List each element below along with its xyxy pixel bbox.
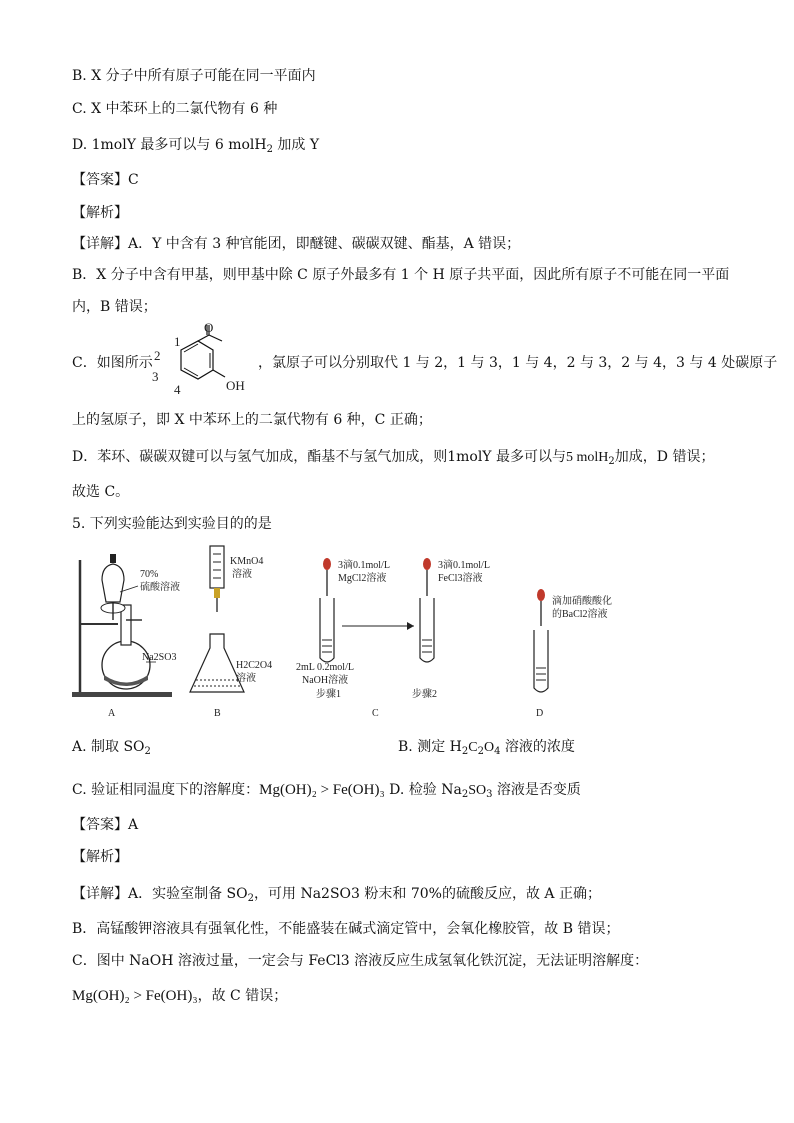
q4-detail-c-pre: C．如图所示 — [72, 355, 153, 371]
q5-answer: 【答案】A — [72, 817, 139, 833]
q4-detail-b1: B．X 分子中含有甲基，则甲基中除 C 原子外最多有 1 个 H 原子共平面，因此所有原子不可能在同一平面 — [72, 267, 730, 283]
fig-b-flask-solution: 溶液 — [236, 673, 256, 684]
fig-c-drop1-amount: 3滴0.1mol/L — [338, 560, 390, 571]
fig-b-caption: B — [214, 708, 221, 719]
q5-option-c-d: C. 验证相同温度下的溶解度：Mg(OH)₂ > Fe(OH)₃ D. 检验 $Na_2SO_3$ 溶液是否变质 — [72, 782, 581, 800]
q4-option-c: C. X 中苯环上的二氯代物有 6 种 — [72, 101, 278, 117]
fig-a-flask-label: Na2SO3 — [142, 652, 177, 663]
position-2-label: 2 — [154, 348, 161, 363]
q5-analysis-heading: 【解析】 — [72, 849, 128, 865]
apparatus-b — [190, 546, 272, 719]
q5-detail-a: 【详解】A．实验室制备 $SO_2$，可用 Na2SO3 粉末和 70%的硫酸反应，故 A 正确； — [72, 886, 601, 904]
q4-option-d: D. 1molY 最多可以与 6 molH$_2$ 加成 Y — [72, 137, 320, 155]
fig-d-reagent-line2: 的BaCl2溶液 — [552, 609, 608, 620]
position-4-label: 4 — [174, 382, 181, 397]
fig-c-tube-reagent: NaOH溶液 — [302, 675, 349, 686]
benzene-structure-diagram — [146, 322, 246, 398]
q4-answer: 【答案】C — [72, 172, 139, 188]
q4-conclusion: 故选 C。 — [72, 484, 130, 500]
apparatus-d — [534, 589, 612, 719]
carbonyl-o-label: O — [204, 322, 214, 335]
q4-detail-a: 【详解】A．Y 中含有 3 种官能团，即醚键、碳碳双键、酯基，A 错误； — [72, 236, 521, 252]
position-1-label: 1 — [174, 334, 181, 349]
q5-detail-c2: Mg(OH)₂ > Fe(OH)₃，故 C 错误； — [72, 988, 288, 1004]
fig-a-reagent-percent: 70% — [140, 569, 159, 580]
q4-detail-c2: 上的氢原子，即 X 中苯环上的二氯代物有 6 种，C 正确； — [72, 412, 432, 428]
q5-apparatus-figure — [70, 540, 710, 725]
fig-c-drop1-reagent: MgCl2溶液 — [338, 573, 387, 584]
q5-detail-c1: C．图中 NaOH 溶液过量，一定会与 FeCl3 溶液反应生成氢氧化铁沉淀，无法证明溶解度： — [72, 953, 649, 969]
fig-c-caption: C — [372, 708, 379, 719]
q4-option-b: B. X 分子中所有原子可能在同一平面内 — [72, 68, 316, 84]
q5-option-a: A. 制取 $SO_2$ — [72, 739, 151, 757]
fig-a-reagent-name: 硫酸溶液 — [140, 582, 180, 593]
fig-c-step2-label: 步骤2 — [412, 689, 437, 700]
fig-b-burette-solution: 溶液 — [232, 569, 252, 580]
fig-a-caption: A — [108, 708, 116, 719]
fig-d-reagent-line1: 滴加硝酸酸化 — [552, 596, 612, 607]
fig-b-flask-reagent: H2C2O4 — [236, 660, 273, 671]
fig-d-caption: D — [536, 708, 544, 719]
q4-detail-d: D．苯环、碳碳双键可以与氢气加成，酯基不与氢气加成，则1molY 最多可以与5 molH$_2$加成，D 错误； — [72, 449, 715, 467]
q4-detail-c-post: ，氯原子可以分别取代 1 与 2，1 与 3，1 与 4，2 与 3，2 与 4，3 与 4 处碳原子 — [258, 355, 778, 371]
fig-c-drop2-amount: 3滴0.1mol/L — [438, 560, 490, 571]
q4-detail-b2: 内，B 错误； — [72, 299, 157, 315]
hydroxyl-label: OH — [226, 378, 245, 393]
q5-option-b: B. 测定 $H_2C_2O_4$ 溶液的浓度 — [398, 739, 575, 757]
fig-c-drop2-reagent: FeCl3溶液 — [438, 573, 483, 584]
apparatus-a — [72, 554, 180, 719]
fig-c-tube-amount: 2mL 0.2mol/L — [296, 662, 354, 673]
apparatus-c — [296, 558, 490, 719]
q5-detail-b: B．高锰酸钾溶液具有强氧化性，不能盛装在碱式滴定管中，会氧化橡胶管，故 B 错误； — [72, 921, 620, 937]
fig-b-burette-reagent: KMnO4 — [230, 556, 264, 567]
q4-analysis-heading: 【解析】 — [72, 205, 128, 221]
position-3-label: 3 — [152, 369, 159, 384]
q5-title: 5. 下列实验能达到实验目的的是 — [72, 516, 272, 532]
fig-c-step1-label: 步骤1 — [316, 689, 341, 700]
